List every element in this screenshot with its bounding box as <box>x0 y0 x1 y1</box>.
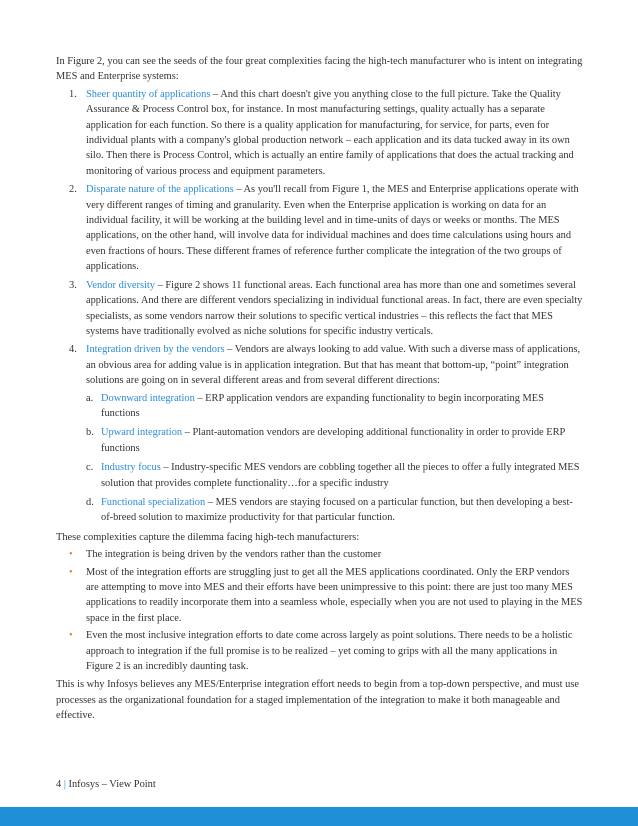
intro-paragraph: In Figure 2, you can see the seeds of the four great complexities facing the high-tech manufacturer who is intent on integrating MES and Enterprise systems: <box>56 56 583 83</box>
footer-separator: | <box>63 779 66 790</box>
direction-text: – MES vendors are staying focused on a particular function, but then developing a best-of-breed solution to maximize productivity for that particular function. <box>101 496 573 524</box>
complexity-title: Disparate nature of the applications <box>86 184 234 196</box>
complexity-text: – Vendors are always looking to add value. With such a diverse mass of applications, an obvious area for adding value is in application integration. But that has meant that bottom-up, “point” integration solutions are going on in several different areas and from several different directions: <box>86 344 581 387</box>
bullet-icon: • <box>69 549 73 561</box>
direction-item <box>86 460 584 491</box>
dilemma-text: Even the most inclusive integration efforts to date come across largely as point solutions. There needs to be a holistic approach to integration if the full promise is to be realized – yet coming to grips with all the many applications in Figure 2 is an incredibly daunting task. <box>86 630 573 673</box>
bottom-brand-bar <box>0 807 638 826</box>
direction-item <box>86 391 584 422</box>
integration-directions-list <box>86 391 584 526</box>
dilemma-item <box>56 547 584 562</box>
page-number: 4 <box>56 779 62 790</box>
direction-item <box>86 495 584 526</box>
conclusion-paragraph: This is why Infosys believes any MES/Enterprise integration effort needs to begin from a top-down perspective, and must use processes as the organizational foundation for a staged implementation of the integration to make it both manageable and effective. <box>56 679 579 722</box>
direction-text: – Industry-specific MES vendors are cobbling together all the pieces to offer a fully integrated MES solution that provides complete functionality…for a specific industry <box>101 462 580 489</box>
complexity-title: Sheer quantity of applications <box>86 88 211 100</box>
dilemma-lead: These complexities capture the dilemma facing high-tech manufacturers: <box>56 531 360 543</box>
direction-title: Upward integration <box>101 427 183 439</box>
complexity-item <box>56 342 584 525</box>
complexity-title: Integration driven by the vendors <box>86 344 225 356</box>
page-content <box>56 54 584 724</box>
dilemma-item <box>56 628 584 674</box>
complexity-title: Vendor diversity <box>86 279 155 291</box>
direction-title: Functional specialization <box>101 496 206 508</box>
direction-item <box>86 425 584 456</box>
footer-label: Infosys – View Point <box>68 779 156 790</box>
complexity-text: – Figure 2 shows 11 functional areas. Each functional area has more than one and sometimes several applications. And there are different vendors specializing in individual functional areas. In fact, there are even specialty specialists, as some vendors narrow their solutions to specific vertical industries – this reflects the fact that MES systems have traditionally evolved as niche solutions for specific industry verticals. <box>86 279 583 337</box>
list-marker: 1. <box>69 88 77 100</box>
complexities-list <box>56 87 584 526</box>
bullet-icon: • <box>69 630 73 642</box>
list-marker: d. <box>86 496 94 508</box>
direction-title: Industry focus <box>101 462 161 474</box>
bullet-icon: • <box>69 566 73 578</box>
list-marker: c. <box>86 462 94 474</box>
complexity-item <box>56 182 584 274</box>
dilemma-list <box>56 547 584 674</box>
complexity-text: – And this chart doesn't give you anything close to the full picture. Take the Quality Assurance & Process Control box, for instance. In most manufacturing settings, quality actually has a separate application for each function. So there is a quality application for manufacturing, for service, for parts, even for individual plants with a company's global production network – each application and its data tucked away in its own silo. Then there is Process Control, which is actually an entire family of applications that does the actual tracking and monitoring of various process and equipment parameters. <box>86 88 574 177</box>
direction-text: – Plant-automation vendors are developing additional functionality in order to provide ERP functions <box>101 427 565 454</box>
dilemma-text: The integration is being driven by the vendors rather than the customer <box>86 549 382 561</box>
list-marker: 2. <box>69 184 77 196</box>
direction-title: Downward integration <box>101 392 195 404</box>
list-marker: 4. <box>69 344 77 356</box>
direction-text: – ERP application vendors are expanding functionality to begin incorporating MES functions <box>101 392 544 419</box>
list-marker: b. <box>86 427 94 439</box>
complexity-item <box>56 87 584 179</box>
complexity-item <box>56 278 584 340</box>
page-footer <box>56 777 156 792</box>
dilemma-text: Most of the integration efforts are struggling just to get all the MES applications coordinated. Only the ERP vendors are attempting to move into MES and their efforts have been unimpressive to this point: there are just too many MES applications to readily incorporate them into a seamless whole, especially when you are not used to playing in the MES space in the first place. <box>86 566 583 624</box>
list-marker: a. <box>86 392 94 404</box>
dilemma-item <box>56 565 584 627</box>
list-marker: 3. <box>69 279 77 291</box>
complexity-text: – As you'll recall from Figure 1, the MES and Enterprise applications operate with very different ranges of timing and granularity. Even when the Enterprise application is working on data for an individual facility, it will be working at the building level and in time-units of days or weeks or months. The MES applications, on the other hand, will involve data for individual machines and does time calculations using hours and even fractions of hours. These different frames of reference further complicate the integration of the two groups of applications. <box>86 184 579 273</box>
